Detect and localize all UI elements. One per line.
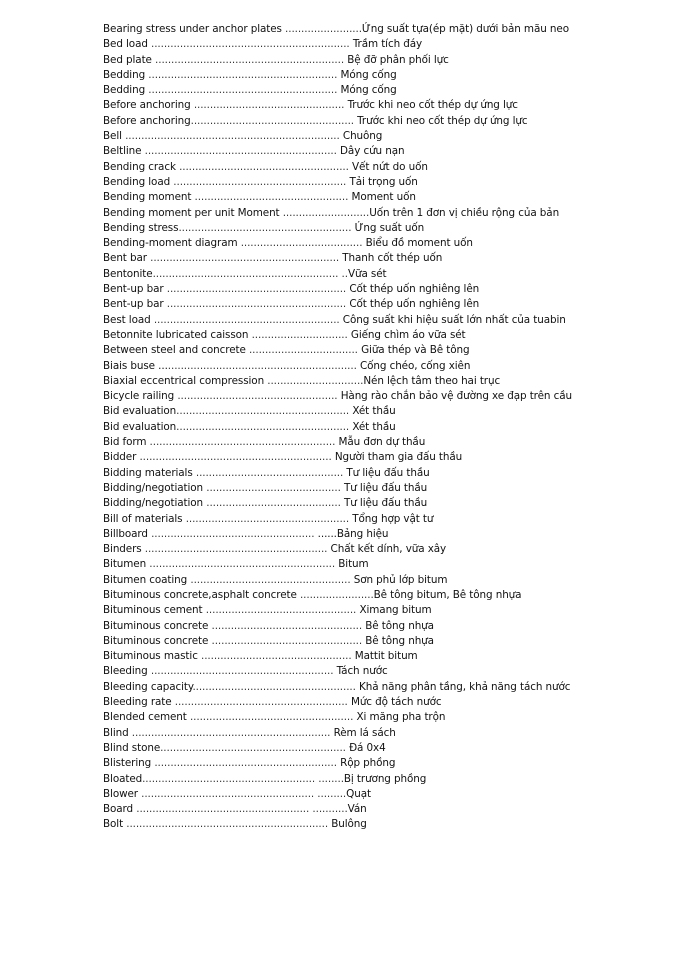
- glossary-entry: [103, 221, 603, 236]
- dot-leader: .....................................................: [179, 160, 349, 173]
- entry-definition: Bê tông nhựa: [362, 619, 434, 632]
- glossary-entry: [103, 98, 603, 113]
- entry-term: Best load: [103, 313, 154, 326]
- entry-definition: Vết nứt do uốn: [348, 160, 428, 173]
- entry-term: Bituminous cement: [103, 604, 206, 617]
- entry-definition: Người tham gia đấu thầu: [331, 451, 463, 464]
- dot-leader: ............................................................: [144, 145, 337, 158]
- dot-leader: ......................................................: [178, 221, 352, 234]
- entry-term: Biaxial eccentrical compression: [103, 374, 268, 387]
- glossary-entry: [103, 404, 603, 419]
- entry-term: Bearing stress under anchor plates: [103, 23, 286, 35]
- entry-term: Bidding materials: [103, 466, 196, 479]
- entry-definition: Trước khi neo cốt thép dự ứng lực: [353, 114, 528, 127]
- entry-definition: Dây cứu nạn: [336, 145, 405, 158]
- entry-definition: Cốt thép uốn nghiêng lên: [346, 283, 480, 296]
- glossary-entry: [103, 787, 603, 802]
- entry-definition: Giếng chìm áo vữa sét: [347, 328, 466, 341]
- entry-term: Bleeding capacity: [103, 680, 193, 693]
- glossary-entry: [103, 236, 603, 251]
- glossary-entry: [103, 619, 603, 634]
- entry-term: Bent-up bar: [103, 298, 167, 311]
- entry-term: Bidder: [103, 451, 140, 464]
- glossary-entry: [103, 251, 603, 266]
- entry-definition: Moment uốn: [348, 191, 416, 204]
- glossary-entry: [103, 22, 603, 37]
- entry-definition: Tư liệu đấu thầu: [340, 497, 428, 510]
- entry-term: Bid evaluation: [103, 420, 177, 433]
- glossary-entry: [103, 114, 603, 129]
- entry-definition: Rèm lá sách: [330, 726, 396, 739]
- dot-leader: ...........................................................: [167, 359, 357, 372]
- entry-definition: Tách nước: [333, 665, 388, 678]
- entry-term: Bed plate: [103, 53, 156, 66]
- glossary-entry: [103, 343, 603, 358]
- dot-leader: ................................................: [194, 191, 349, 204]
- dot-leader: ...............................................: [201, 650, 352, 663]
- dot-leader: ..............................................................: [151, 38, 350, 51]
- dot-leader: ..............................: [267, 374, 364, 387]
- dot-leader: ...................................................: [189, 711, 354, 724]
- dot-leader: ..........................................................: [149, 436, 336, 449]
- dot-leader: ..........................................................: [160, 741, 346, 754]
- entry-term: Bituminous concrete: [103, 619, 212, 632]
- glossary-entry: [103, 772, 603, 787]
- glossary-entry: [103, 817, 603, 832]
- glossary-entry: [103, 37, 603, 52]
- entry-definition: Thanh cốt thép uốn: [339, 252, 443, 265]
- entry-term: Blended cement: [103, 711, 190, 724]
- glossary-entry: [103, 649, 603, 664]
- glossary-entry: [103, 53, 603, 68]
- glossary-entry: [103, 695, 603, 710]
- entry-definition: Hàng rào chắn bảo vệ đường xe đạp trên cầu: [337, 390, 572, 403]
- dot-leader: ...................................................... ........: [142, 772, 344, 785]
- glossary-entry: [103, 206, 603, 221]
- entry-term: Bed load: [103, 38, 152, 51]
- entry-term: Bending-moment diagram: [103, 237, 241, 250]
- glossary-entry: [103, 588, 603, 603]
- entry-definition: Xét thầu: [349, 420, 396, 433]
- entry-term: Bending crack: [103, 160, 180, 173]
- entry-term: Bitumen: [103, 558, 150, 571]
- entry-definition: Ván: [347, 803, 367, 816]
- glossary-entry: [103, 68, 603, 83]
- entry-term: Bedding: [103, 68, 149, 81]
- entry-term: Bell: [103, 130, 126, 143]
- entry-definition: Mẫu đơn dự thầu: [335, 436, 426, 449]
- entry-term: Before anchoring: [103, 99, 194, 112]
- entry-definition: Uốn trên 1 đơn vị chiều rộng của bản: [369, 206, 560, 219]
- entry-term: Bituminous concrete: [103, 634, 212, 647]
- dot-leader: ..........................................................: [149, 558, 336, 571]
- dot-leader: ...........................................................: [155, 53, 345, 66]
- dot-leader: .......................: [299, 588, 374, 601]
- dot-leader: ...............................................: [205, 604, 357, 617]
- entry-term: Bituminous concrete,asphalt concrete: [103, 588, 300, 601]
- glossary-entry: [103, 756, 603, 771]
- entry-definition: Mattit bitum: [351, 650, 418, 663]
- dot-leader: ...................................................: [151, 527, 318, 540]
- entry-definition: Bulông: [328, 818, 367, 831]
- glossary-entry: [103, 664, 603, 679]
- entry-definition: Móng cống: [337, 68, 397, 81]
- entry-definition: Xét thầu: [349, 405, 396, 418]
- dot-leader: .......................................................... ..: [152, 267, 348, 280]
- dot-leader: ......................................................: [174, 696, 348, 709]
- dot-leader: ..........................................: [206, 481, 341, 494]
- entry-definition: Khả năng phân tầng, khả năng tách nước: [355, 680, 571, 693]
- dot-leader: ........................: [285, 23, 362, 35]
- entry-definition: Tổng hợp vật tư: [349, 512, 434, 525]
- glossary-entry: [103, 389, 603, 404]
- dot-leader: .........................................................: [144, 543, 328, 556]
- dot-leader: ...................................................: [192, 680, 356, 693]
- entry-definition: Vữa sét: [347, 267, 387, 280]
- entry-term: Billboard: [103, 527, 152, 540]
- dot-leader: ..........................................................: [153, 313, 340, 326]
- entry-term: Blower: [103, 787, 142, 800]
- glossary-entry: [103, 680, 603, 695]
- entry-term: Bentonite: [103, 267, 153, 280]
- dot-leader: ..............................: [251, 328, 348, 341]
- dot-leader: ...................................................: [190, 114, 354, 127]
- dot-leader: ..........................................: [206, 497, 341, 510]
- entry-term: Bending moment: [103, 191, 195, 204]
- entry-term: Binders: [103, 543, 145, 556]
- entry-definition: Bitum: [335, 558, 369, 571]
- entry-definition: Cốt thép uốn nghiêng lên: [346, 298, 480, 311]
- glossary-entry: [103, 466, 603, 481]
- entry-term: Bidding/negotiation: [103, 497, 207, 510]
- entry-definition: Bệ đỡ phân phối lực: [344, 53, 449, 66]
- dot-leader: ..............................................................: [131, 726, 331, 739]
- dot-leader: ......................................................: [176, 405, 350, 418]
- glossary-entry: [103, 190, 603, 205]
- dot-leader: ...............................................................: [126, 818, 329, 831]
- entry-term: Bill of materials: [103, 512, 186, 525]
- glossary-entry: [103, 313, 603, 328]
- entry-term: Bending stress: [103, 221, 179, 234]
- dot-leader: ...................................................................: [125, 130, 340, 143]
- dot-leader: ...........................: [282, 206, 370, 219]
- entry-term: Blind: [103, 726, 132, 739]
- glossary-entry: [103, 160, 603, 175]
- glossary-entry: [103, 726, 603, 741]
- entry-definition: Trầm tích đáy: [349, 38, 423, 51]
- entry-term: Blind stone: [103, 741, 161, 754]
- glossary-entry: [103, 359, 603, 374]
- entry-term: Blistering: [103, 757, 155, 770]
- glossary-entry: [103, 297, 603, 312]
- entry-term: Bid form: [103, 436, 150, 449]
- entry-term: Bent-up bar: [103, 283, 167, 296]
- entry-term: Bleeding: [103, 665, 151, 678]
- dot-leader: ......................................................: [173, 175, 347, 188]
- entry-term: Bloated: [103, 772, 143, 785]
- entry-term: Bicycle railing: [103, 390, 178, 403]
- entry-term: Bending moment per unit Moment: [103, 206, 283, 219]
- entry-definition: Biểu đồ moment uốn: [362, 237, 473, 250]
- glossary-entry: [103, 573, 603, 588]
- glossary-entry: [103, 557, 603, 572]
- dot-leader: ...........................................................: [148, 84, 338, 97]
- entry-definition: Quạt: [346, 787, 371, 800]
- dot-leader: ...............................................: [193, 99, 345, 112]
- glossary-entry: [103, 512, 603, 527]
- entry-term: Bending load: [103, 175, 174, 188]
- dot-leader: ......................................: [240, 237, 363, 250]
- entry-term: Bleeding rate: [103, 696, 175, 709]
- entry-term: Bituminous mastic: [103, 650, 202, 663]
- entry-definition: Tư liệu đấu thầu: [340, 481, 428, 494]
- glossary-entry: [103, 496, 603, 511]
- entry-term: Bitumen coating: [103, 573, 191, 586]
- entry-term: Betonnite lubricated caisson: [103, 328, 252, 341]
- entry-definition: Chuông: [339, 130, 383, 143]
- dot-leader: ..............................................: [195, 466, 344, 479]
- glossary-entry: [103, 710, 603, 725]
- entry-term: Board: [103, 803, 137, 816]
- dot-leader: ........................................................: [166, 298, 347, 311]
- entry-definition: Nén lệch tâm theo hai trục: [363, 374, 501, 387]
- glossary-entry: [103, 741, 603, 756]
- entry-definition: Móng cống: [337, 84, 397, 97]
- glossary-entry: [103, 634, 603, 649]
- entry-definition: Trước khi neo cốt thép dự ứng lực: [344, 99, 518, 112]
- glossary-entry: [103, 129, 603, 144]
- entry-definition: Tư liệu đấu thầu: [343, 466, 430, 479]
- entry-definition: Tải trọng uốn: [346, 175, 418, 188]
- entry-definition: Bê tông nhựa: [362, 634, 434, 647]
- glossary-entry: [103, 328, 603, 343]
- dot-leader: ...............................................: [211, 634, 363, 647]
- dot-leader: ...........................................................: [148, 68, 338, 81]
- dot-leader: ..................................................: [190, 573, 351, 586]
- dot-leader: ...................................................... ...........: [136, 803, 348, 816]
- entry-definition: Bị trương phồng: [343, 772, 427, 785]
- entry-definition: Xi măng pha trộn: [353, 711, 446, 724]
- entry-term: Bolt: [103, 818, 127, 831]
- entry-definition: Đá 0x4: [345, 741, 386, 754]
- dot-leader: ............................................................: [139, 451, 332, 464]
- entry-term: Bedding: [103, 84, 149, 97]
- glossary-entry: [103, 374, 603, 389]
- entry-definition: Sơn phủ lớp bitum: [350, 573, 448, 586]
- glossary-entry: [103, 144, 603, 159]
- entry-term: Bid evaluation: [103, 405, 177, 418]
- glossary-entry: [103, 420, 603, 435]
- glossary-page: [103, 22, 603, 833]
- dot-leader: ...................................................... .........: [141, 787, 347, 800]
- entry-definition: Rộp phồng: [336, 757, 396, 770]
- dot-leader: ...............................................: [211, 619, 363, 632]
- entry-definition: Ximang bitum: [356, 604, 432, 617]
- glossary-entry: [103, 282, 603, 297]
- dot-leader: ...................................................: [185, 512, 350, 525]
- dot-leader: ..................................: [248, 344, 358, 357]
- glossary-entry: [103, 542, 603, 557]
- entry-term: Biais buse ...: [103, 359, 168, 372]
- glossary-entry: [103, 603, 603, 618]
- entry-definition: Chất kết dính, vữa xây: [327, 543, 447, 556]
- entry-term: Bent bar: [103, 252, 151, 265]
- entry-term: Between steel and concrete: [103, 344, 249, 357]
- dot-leader: ......................................................: [176, 420, 350, 433]
- glossary-entry: [103, 802, 603, 817]
- glossary-entry: [103, 267, 603, 282]
- entry-definition: Mức độ tách nước: [347, 696, 442, 709]
- entry-term: Before anchoring: [103, 114, 191, 127]
- entry-term: Bidding/negotiation: [103, 481, 207, 494]
- dot-leader: .........................................................: [154, 757, 337, 770]
- entry-definition: ......Bảng hiệu: [317, 527, 389, 540]
- glossary-entry: [103, 83, 603, 98]
- dot-leader: ...........................................................: [150, 252, 340, 265]
- entry-definition: Giữa thép và Bê tông: [357, 344, 470, 357]
- dot-leader: .........................................................: [150, 665, 334, 678]
- dot-leader: ..................................................: [177, 390, 338, 403]
- entry-definition: Ứng suất uốn: [351, 221, 425, 234]
- glossary-entry: [103, 175, 603, 190]
- entry-definition: Cống chéo, cống xiên: [356, 359, 471, 372]
- glossary-entry: [103, 435, 603, 450]
- entry-definition: Ứng suất tựa(ép mặt) dưới bản mãu neo: [361, 23, 569, 35]
- glossary-entry: [103, 527, 603, 542]
- entry-definition: Công suất khi hiệu suất lớn nhất của tuabin: [339, 313, 566, 326]
- dot-leader: ........................................................: [166, 283, 347, 296]
- glossary-entry: [103, 450, 603, 465]
- entry-definition: Bê tông bitum, Bê tông nhựa: [373, 588, 522, 601]
- entry-term: Beltline: [103, 145, 145, 158]
- glossary-entry: [103, 481, 603, 496]
